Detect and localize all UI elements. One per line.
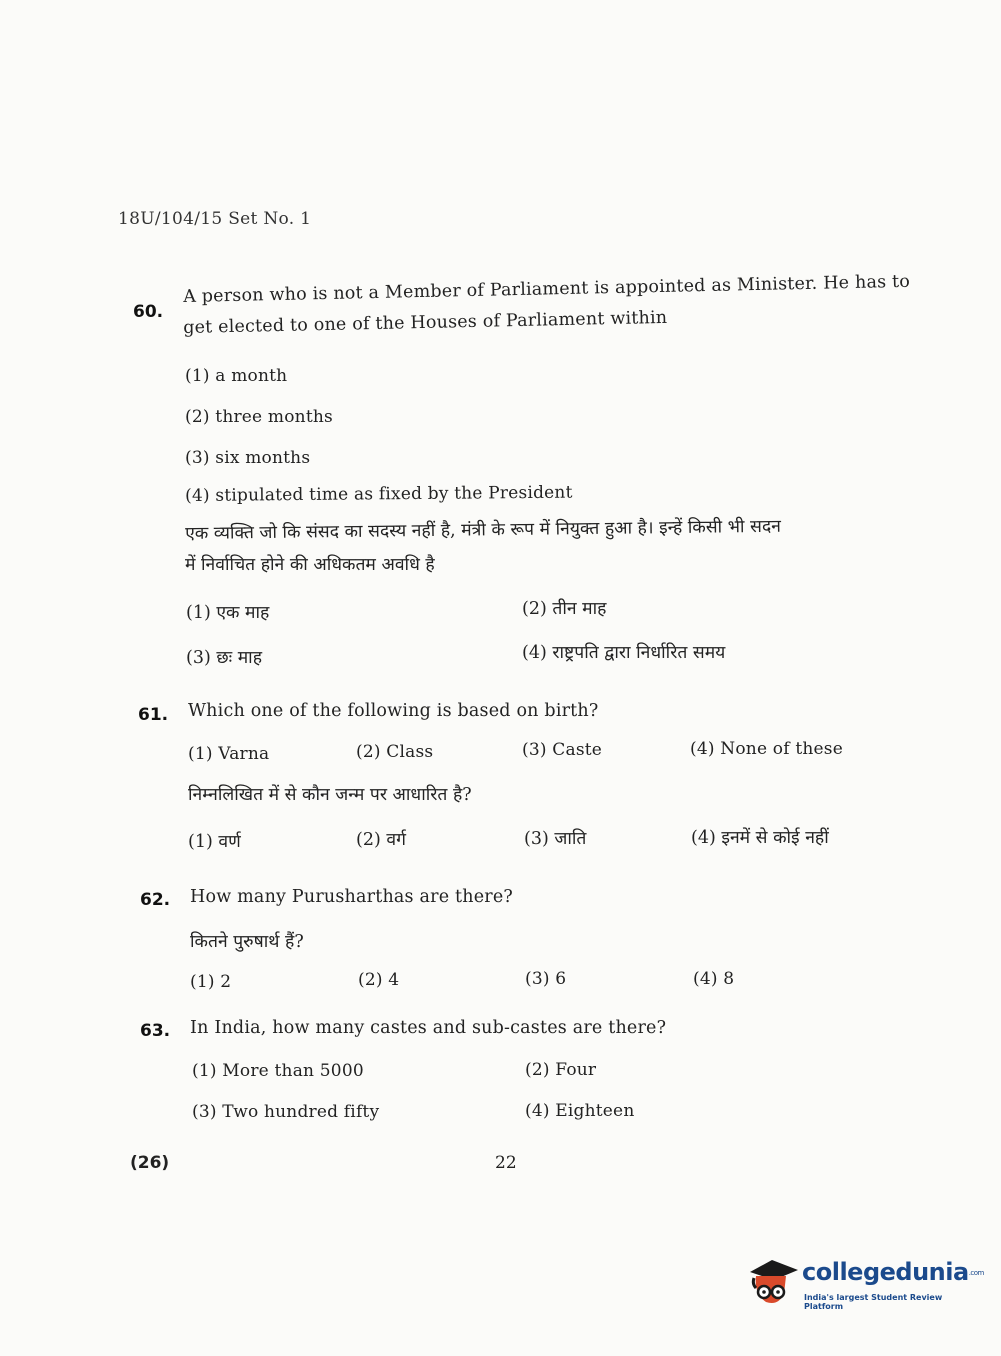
option: (1) 2 [190, 972, 232, 992]
question-text-hindi: में निर्वाचित होने की अधिकतम अवधि है [185, 555, 435, 575]
page-number: 22 [495, 1153, 517, 1173]
question-text-hindi: निम्नलिखित में से कौन जन्म पर आधारित है? [188, 785, 472, 805]
option-hindi: (4) इनमें से कोई नहीं [691, 828, 829, 848]
booklet-code: (26) [130, 1153, 170, 1173]
question-text: A person who is not a Member of Parliament is appointed as Minister. He has to [183, 271, 911, 307]
option-hindi: (1) एक माह [186, 603, 270, 623]
paper-code: 18U/104/15 Set No. 1 [118, 209, 312, 229]
question-number: 62. [140, 890, 171, 910]
option-hindi: (2) वर्ग [356, 830, 406, 850]
logo-wordmark: collegedunia.com [802, 1258, 984, 1286]
option: (3) 6 [525, 969, 567, 989]
option: (2) Four [525, 1060, 597, 1080]
option: (4) stipulated time as fixed by the President [185, 482, 573, 506]
option-hindi: (3) जाति [524, 829, 587, 849]
question-text: How many Purusharthas are there? [190, 887, 513, 907]
option: (1) Varna [188, 744, 270, 764]
option: (2) 4 [358, 970, 400, 990]
option: (3) six months [185, 448, 311, 468]
question-number: 61. [138, 705, 169, 725]
question-text-hindi: कितने पुरुषार्थ हैं? [190, 932, 304, 952]
option-hindi: (3) छः माह [186, 648, 263, 668]
option-hindi: (1) वर्ण [188, 832, 241, 852]
option-hindi: (2) तीन माह [522, 599, 607, 619]
collegedunia-logo [744, 1254, 984, 1312]
option: (4) Eighteen [525, 1101, 635, 1121]
option: (1) a month [185, 366, 288, 386]
option: (2) three months [185, 407, 333, 427]
question-text: Which one of the following is based on birth? [188, 701, 599, 721]
option: (3) Two hundred fifty [192, 1102, 380, 1122]
option-hindi: (4) राष्ट्रपति द्वारा निर्धारित समय [522, 643, 726, 663]
question-number: 60. [133, 302, 164, 322]
question-text: get elected to one of the Houses of Parliament within [183, 307, 668, 338]
logo-tagline: India's largest Student Review Platform [804, 1293, 943, 1311]
option: (3) Caste [522, 740, 603, 760]
question-text-hindi: एक व्यक्ति जो कि संसद का सदस्य नहीं है, मंत्री के रूप में नियुक्त हुआ है। इन्हें किसी भी सदन [185, 516, 782, 544]
option: (2) Class [356, 742, 434, 762]
question-text: In India, how many castes and sub-castes are there? [190, 1018, 667, 1038]
mascot-icon [744, 1254, 800, 1310]
question-number: 63. [140, 1021, 171, 1041]
option: (4) None of these [690, 739, 843, 759]
option: (4) 8 [693, 969, 735, 989]
option: (1) More than 5000 [192, 1061, 364, 1081]
